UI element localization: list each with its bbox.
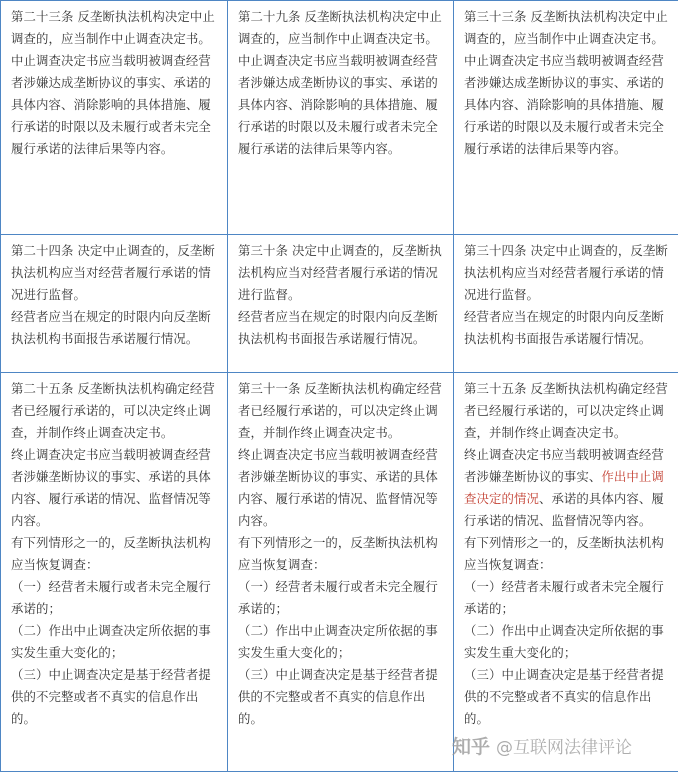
cell-paragraph — [11, 576, 222, 620]
cell-paragraph — [464, 620, 673, 664]
table-cell — [454, 373, 678, 772]
watermark-brand: 知乎 — [452, 735, 491, 758]
cell-paragraph — [238, 50, 448, 160]
cell-paragraph — [464, 532, 673, 576]
text-run: （三）中止调查决定是基于经营者提供的不完整或者不真实的信息作出的。 — [238, 667, 438, 726]
cell-paragraph — [11, 6, 222, 50]
table-cell — [454, 1, 678, 235]
cell-paragraph — [464, 240, 673, 306]
text-run: 第三十一条 反垄断执法机构确定经营者已经履行承诺的，可以决定终止调查，并制作终止调查决定书。 — [238, 381, 442, 440]
text-run: 中止调查决定书应当载明被调查经营者涉嫌达成垄断协议的事实、承诺的具体内容、消除影响的具体措施、履行承诺的时限以及未履行或者未完全履行承诺的法律后果等内容。 — [464, 53, 664, 156]
text-run: 第三十三条 反垄断执法机构决定中止调查的，应当制作中止调查决定书。 — [464, 9, 668, 46]
text-run: （二）作出中止调查决定所依据的事实发生重大变化的； — [464, 623, 664, 660]
cell-paragraph — [238, 240, 448, 306]
text-run: 终止调查决定书应当载明被调查经营者涉嫌垄断协议的事实、承诺的具体内容、履行承诺的情况、监督情况等内容。 — [238, 447, 438, 528]
table-cell — [228, 235, 454, 373]
text-run: 第二十三条 反垄断执法机构决定中止调查的，应当制作中止调查决定书。 — [11, 9, 215, 46]
text-run: 中止调查决定书应当载明被调查经营者涉嫌达成垄断协议的事实、承诺的具体内容、消除影响的具体措施、履行承诺的时限以及未履行或者未完全履行承诺的法律后果等内容。 — [238, 53, 438, 156]
text-run: 有下列情形之一的，反垄断执法机构应当恢复调查： — [464, 535, 664, 572]
text-run: 第三十条 决定中止调查的，反垄断执法机构应当对经营者履行承诺的情况进行监督。 — [238, 243, 442, 302]
cell-paragraph — [11, 50, 222, 160]
watermark-author: @互联网法律评论 — [496, 737, 633, 758]
cell-paragraph — [464, 664, 673, 730]
text-run: （二）作出中止调查决定所依据的事实发生重大变化的； — [11, 623, 211, 660]
cell-paragraph — [238, 444, 448, 532]
text-run: 、承诺的具体内容、履行承诺的情况、监督情况等内容。 — [464, 491, 664, 528]
table-cell — [454, 235, 678, 373]
table-row — [1, 235, 678, 373]
cell-paragraph — [238, 664, 448, 730]
text-run: （二）作出中止调查决定所依据的事实发生重大变化的； — [238, 623, 438, 660]
cell-paragraph — [464, 378, 673, 444]
cell-paragraph — [238, 6, 448, 50]
text-run: （三）中止调查决定是基于经营者提供的不完整或者不真实的信息作出的。 — [464, 667, 664, 726]
text-run: 终止调查决定书应当载明被调查经营者涉嫌垄断协议的事实、 — [464, 447, 664, 484]
table-cell — [1, 1, 228, 235]
text-run: 第三十四条 决定中止调查的，反垄断执法机构应当对经营者履行承诺的情况进行监督。 — [464, 243, 668, 302]
cell-paragraph — [464, 6, 673, 50]
cell-paragraph — [464, 576, 673, 620]
cell-paragraph — [11, 532, 222, 576]
highlighted-text: 作出中止调查决定的情况 — [464, 469, 664, 506]
cell-paragraph — [11, 620, 222, 664]
cell-paragraph — [464, 306, 673, 350]
text-run: 有下列情形之一的，反垄断执法机构应当恢复调查： — [11, 535, 211, 572]
text-run: 第二十九条 反垄断执法机构决定中止调查的，应当制作中止调查决定书。 — [238, 9, 442, 46]
text-run: 经营者应当在规定的时限内向反垄断执法机构书面报告承诺履行情况。 — [238, 309, 438, 346]
text-run: 终止调查决定书应当载明被调查经营者涉嫌垄断协议的事实、承诺的具体内容、履行承诺的情况、监督情况等内容。 — [11, 447, 211, 528]
text-run: 第二十四条 决定中止调查的，反垄断执法机构应当对经营者履行承诺的情况进行监督。 — [11, 243, 215, 302]
cell-paragraph — [11, 378, 222, 444]
text-run: 第二十五条 反垄断执法机构确定经营者已经履行承诺的，可以决定终止调查，并制作终止调查决定书。 — [11, 381, 215, 440]
cell-paragraph — [11, 444, 222, 532]
text-run: 经营者应当在规定的时限内向反垄断执法机构书面报告承诺履行情况。 — [464, 309, 664, 346]
cell-paragraph — [11, 664, 222, 730]
cell-paragraph — [11, 240, 222, 306]
cell-paragraph — [238, 378, 448, 444]
table-row — [1, 1, 678, 235]
cell-paragraph — [238, 576, 448, 620]
cell-paragraph — [238, 532, 448, 576]
text-run: （一）经营者未履行或者未完全履行承诺的； — [11, 579, 211, 616]
table-cell — [1, 373, 228, 772]
text-run: （三）中止调查决定是基于经营者提供的不完整或者不真实的信息作出的。 — [11, 667, 211, 726]
text-run: 中止调查决定书应当载明被调查经营者涉嫌达成垄断协议的事实、承诺的具体内容、消除影响的具体措施、履行承诺的时限以及未履行或者未完全履行承诺的法律后果等内容。 — [11, 53, 211, 156]
table-row — [1, 373, 678, 772]
cell-paragraph — [11, 306, 222, 350]
table-cell — [1, 235, 228, 373]
text-run: （一）经营者未履行或者未完全履行承诺的； — [238, 579, 438, 616]
text-run: 有下列情形之一的，反垄断执法机构应当恢复调查： — [238, 535, 438, 572]
table-cell — [228, 373, 454, 772]
cell-paragraph — [464, 50, 673, 160]
text-run: 经营者应当在规定的时限内向反垄断执法机构书面报告承诺履行情况。 — [11, 309, 211, 346]
text-run: （一）经营者未履行或者未完全履行承诺的； — [464, 579, 664, 616]
cell-paragraph — [238, 620, 448, 664]
table-cell — [228, 1, 454, 235]
cell-paragraph — [464, 444, 673, 532]
cell-paragraph — [238, 306, 448, 350]
text-run: 第三十五条 反垄断执法机构确定经营者已经履行承诺的，可以决定终止调查，并制作终止调查决定书。 — [464, 381, 668, 440]
